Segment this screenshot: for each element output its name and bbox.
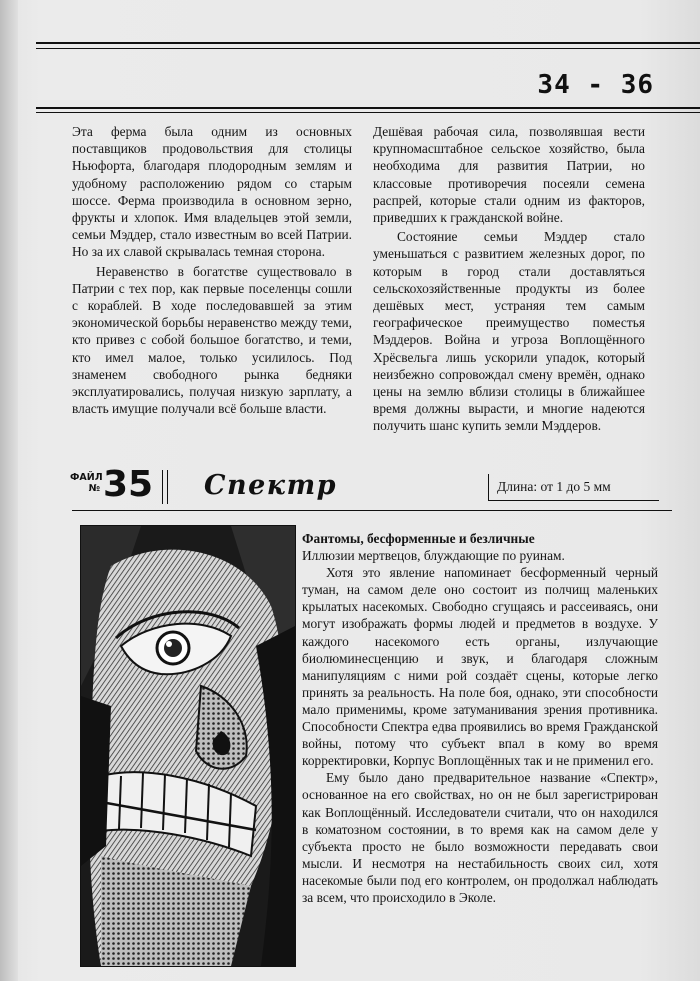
file-header bbox=[70, 464, 650, 512]
page-number: 34 - 36 bbox=[537, 70, 654, 100]
right-paragraph-2: Состояние семьи Мэддер стало уменьшаться с развитием железных дорог, по которым в город стали доставляться сельскохозяйственные продукты из более дешёвых мест, устраняя тем самым географическое преимущество поместья Мэддеров. Война и угроза Воплощённого Хрёсвельга лишь ускорили упадок, который неизбежно сопровождал смену времён, однако цены на землю вблизи столицы в ближайшее время должны вырасти, и многие надеются получить шанс купить земли Мэддеров. bbox=[373, 229, 645, 434]
header-rule-thin bbox=[36, 112, 700, 113]
length-info: Длина: от 1 до 5 мм bbox=[488, 474, 659, 501]
entry-text bbox=[302, 530, 658, 906]
left-column bbox=[72, 123, 352, 417]
top-rule-thin bbox=[36, 48, 700, 49]
entry-heading: Фантомы, бесформенные и безличные bbox=[302, 531, 535, 546]
file-title: Спектр bbox=[204, 470, 338, 501]
left-paragraph-1: Эта ферма была одним из основных поставщиков продовольствия для столицы Ньюфорта, благодаря плодородным землям и удобному расположению рядом со старым шоссе. Ферма производила в основном зерно, фрукты и хлопок. Имя владельцев этой земли, семьи Мэддер, стало известным во всей Патрии. Но за их славой скрывалась темная сторона. bbox=[72, 124, 352, 260]
file-number: 35 bbox=[103, 464, 154, 505]
entry-tagline: Иллюзии мертвецов, блуждающие по руинам. bbox=[302, 548, 565, 564]
entry-paragraph-2: Ему было дано предварительное название «Спектр», основанное на его свойствах, но он не был зарегистрирован как Воплощённый. Исследователи считали, что он находился в коматозном состоянии, в то время как на самом деле у субъекта просто не было возможности передавать свои мысли. И несмотря на нестабильность своих сил, хотя насекомые были под его контролем, он продолжал наблюдать за всем, что происходило в Эколе. bbox=[302, 770, 658, 905]
right-paragraph-1: Дешёвая рабочая сила, позволявшая вести крупномасштабное сельское хозяйство, была необходима для развития Патрии, но классовые противоречия посеяли семена распрей, которые стали одним из факторов, приведших к гражданской войне. bbox=[373, 124, 645, 226]
section-divider bbox=[72, 510, 672, 511]
left-paragraph-2: Неравенство в богатстве существовало в Патрии с тех пор, как первые поселенцы сошли с кораблей. В ходе последовавшей за этим экономической борьбы неравенство между теми, кто привез с собой большое богатство, и теми, кто имел малое, только усилилось. Под знаменем свободного рынка бедняки эксплуатировались, получая низкую зарплату, а власть имущие получали всё больше власти. bbox=[72, 263, 352, 417]
book-spine-shadow bbox=[0, 0, 18, 981]
top-rule bbox=[36, 42, 700, 44]
portrait-drawing bbox=[81, 526, 295, 966]
header-rule bbox=[36, 107, 700, 109]
file-label-word: ФАЙЛ bbox=[70, 472, 103, 483]
entry-paragraph-1: Хотя это явление напоминает бесформенный черный туман, на самом деле оно состоит из полчищ маленьких крылатых насекомых. Свободно сгущаясь и рассеиваясь, они могут изображать формы людей и предметов в воздухе. У каждого насекомого есть органы, излучающие биолюминесценцию и звук, и благодаря сложным манипуляциям с ними рой создаёт сцены, которые легко принять за реальность. На поле боя, однако, эти способности мало применимы, кроме затуманивания зрения противника. Способности Спектра едва проявились во время Гражданской войны, потому что субъект впал в кому во время корректировки, Корпус Воплощённых так и не применил его. bbox=[302, 565, 658, 769]
specter-portrait-illustration bbox=[80, 525, 296, 967]
right-column bbox=[373, 123, 645, 435]
file-label bbox=[70, 472, 103, 494]
file-separator bbox=[162, 470, 168, 504]
file-label-number-sign: № bbox=[88, 483, 100, 494]
